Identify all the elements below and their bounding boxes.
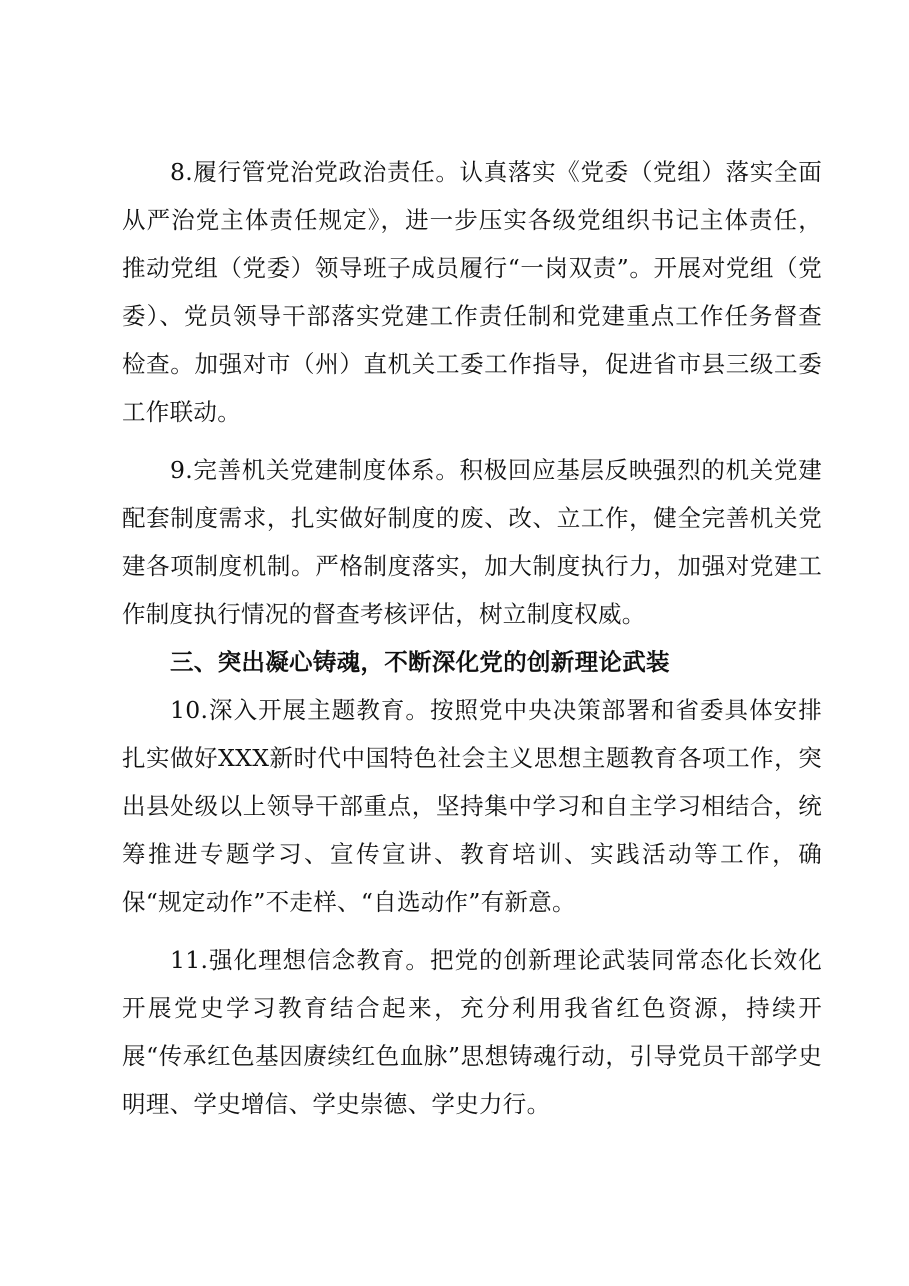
paragraph-9: 9.完善机关党建制度体系。积极回应基层反映强烈的机关党建配套制度需求，扎实做好制度的废、改、立工作，健全完善机关党建各项制度机制。严格制度落实，加大制度执行力，加强对党建工作制度执行情况的督查考核评估，树立制度权威。 xyxy=(122,456,822,628)
document-page xyxy=(122,148,822,1130)
paragraph-10: 10.深入开展主题教育。按照党中央决策部署和省委具体安排扎实做好XXX新时代中国特色社会主义思想主题教育各项工作，突出县处级以上领导干部重点，坚持集中学习和自主学习相结合，统筹推进专题学习、宣传宣讲、教育培训、实践活动等工作，确保“规定动作”不走样、“自选动作”有新意。 xyxy=(122,696,822,916)
paragraph-8: 8.履行管党治党政治责任。认真落实《党委（党组）落实全面从严治党主体责任规定》，进一步压实各级党组织书记主体责任，推动党组（党委）领导班子成员履行“一岗双责”。开展对党组（党委）、党员领导干部落实党建工作责任制和党建重点工作任务督查检查。加强对市（州）直机关工委工作指导，促进省市县三级工委工作联动。 xyxy=(122,158,822,426)
paragraph-11: 11.强化理想信念教育。把党的创新理论武装同常态化长效化开展党史学习教育结合起来，充分利用我省红色资源，持续开展“传承红色基因赓续红色血脉”思想铸魂行动，引导党员干部学史明理、学史增信、学史崇德、学史力行。 xyxy=(122,946,822,1118)
section-heading: 三、突出凝心铸魂，不断深化党的创新理论武装 xyxy=(170,648,670,676)
